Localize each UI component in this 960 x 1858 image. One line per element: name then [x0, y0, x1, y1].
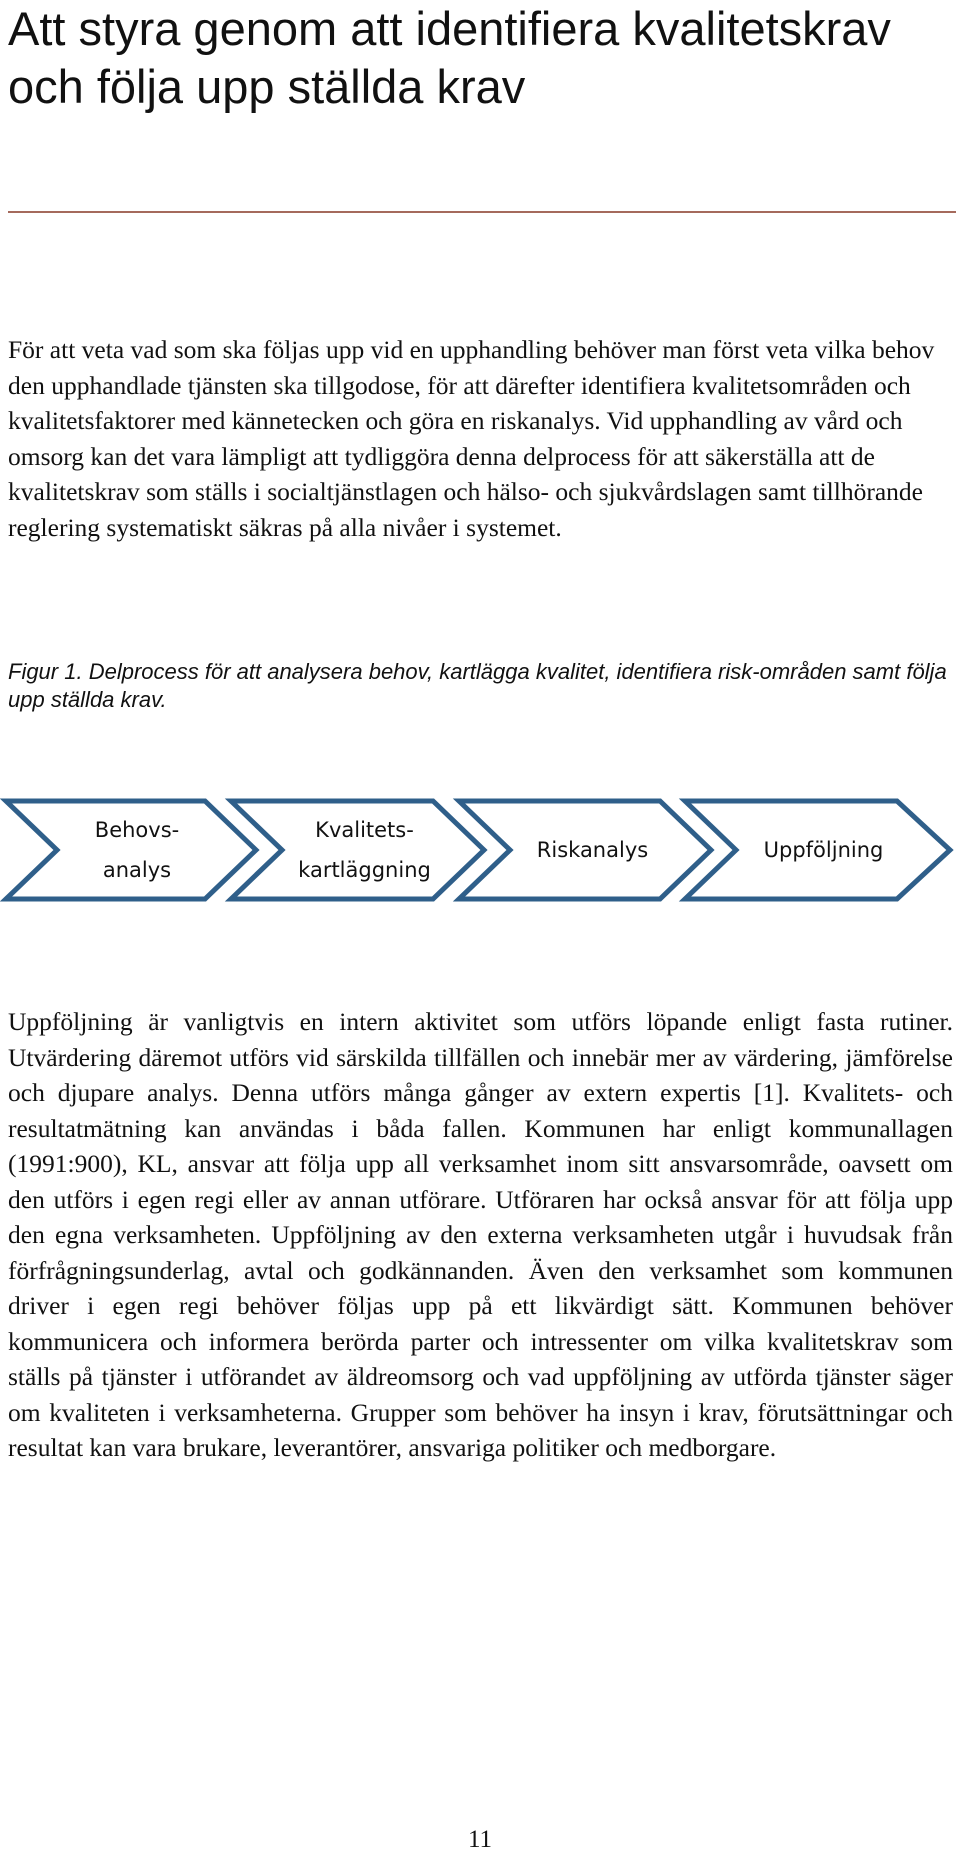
- intro-paragraph: För att veta vad som ska följas upp vid en upphandling behöver man först veta vilka behov den upphandlade tjänsten ska tillgodose, för att därefter identifiera kvalitetsområden och kvalitetsfaktorer med kännetecken och göra en riskanalys. Vid upphandling av vård och omsorg kan det vara lämpligt att tydliggöra denna delprocess för att säkerställa att de kvalitetskrav som ställs i socialtjänstlagen och hälso- och sjukvårdslagen samt tillhörande reglering systematiskt säkras på alla nivåer i systemet.: [8, 335, 935, 542]
- process-diagram: [0, 795, 960, 905]
- step-riskanalys-line1: Riskanalys: [536, 838, 649, 862]
- page-number: 11: [467, 1826, 493, 1853]
- title-divider: [8, 211, 956, 213]
- step-kvalitetskartlaggning-line1: Kvalitets-: [315, 818, 414, 842]
- step-kvalitetskartlaggning-line2: kartläggning: [298, 858, 431, 882]
- step-behovsanalys-line1: Behovs-: [94, 818, 180, 842]
- step-behovsanalys-line2: analys: [102, 858, 172, 882]
- figure-caption: Figur 1. Delprocess för att analysera behov, kartlägga kvalitet, identifiera risk-områden samt följa upp ställda krav.: [8, 659, 947, 712]
- step-uppfoljning: [736, 795, 911, 905]
- step-uppfoljning-line1: Uppföljning: [763, 838, 884, 862]
- step-kvalitetskartlaggning: [282, 795, 447, 905]
- page-title: Att styra genom att identifiera kvalitetskrav och följa upp ställda krav: [8, 2, 891, 113]
- step-riskanalys: [510, 795, 675, 905]
- step-behovsanalys: [57, 795, 217, 905]
- body-paragraph: Uppföljning är vanligtvis en intern aktivitet som utförs löpande enligt fasta rutiner. Utvärdering däremot utförs vid särskilda tillfällen och innebär mer av värdering, jämförelse och djupare analys. Denna utförs många gånger av extern expertis [1]. Kvalitets- och resultatmätning kan användas i båda fallen. Kommunen har enligt kommunallagen (1991:900), KL, ansvar att följa upp all verksamhet inom sitt ansvarsområde, oavsett om den utförs i egen regi eller av annan utförare. Utföraren har också ansvar för att följa upp den egna verksamheten. Uppföljning av den externa verksamheten utgår i huvudsak från förfrågningsunderlag, avtal och godkännanden. Även den verksamhet som kommunen driver i egen regi behöver följas upp på ett likvärdigt sätt. Kommunen behöver kommunicera och informera berörda parter och intressenter om vilka kvalitetskrav som ställs på tjänster i utförandet av äldreomsorg och vad uppföljning av utförda tjänster säger om kvaliteten i verksamheterna. Grupper som behöver ha insyn i krav, förutsättningar och resultat kan vara brukare, leverantörer, ansvariga politiker och medborgare.: [8, 1007, 953, 1462]
